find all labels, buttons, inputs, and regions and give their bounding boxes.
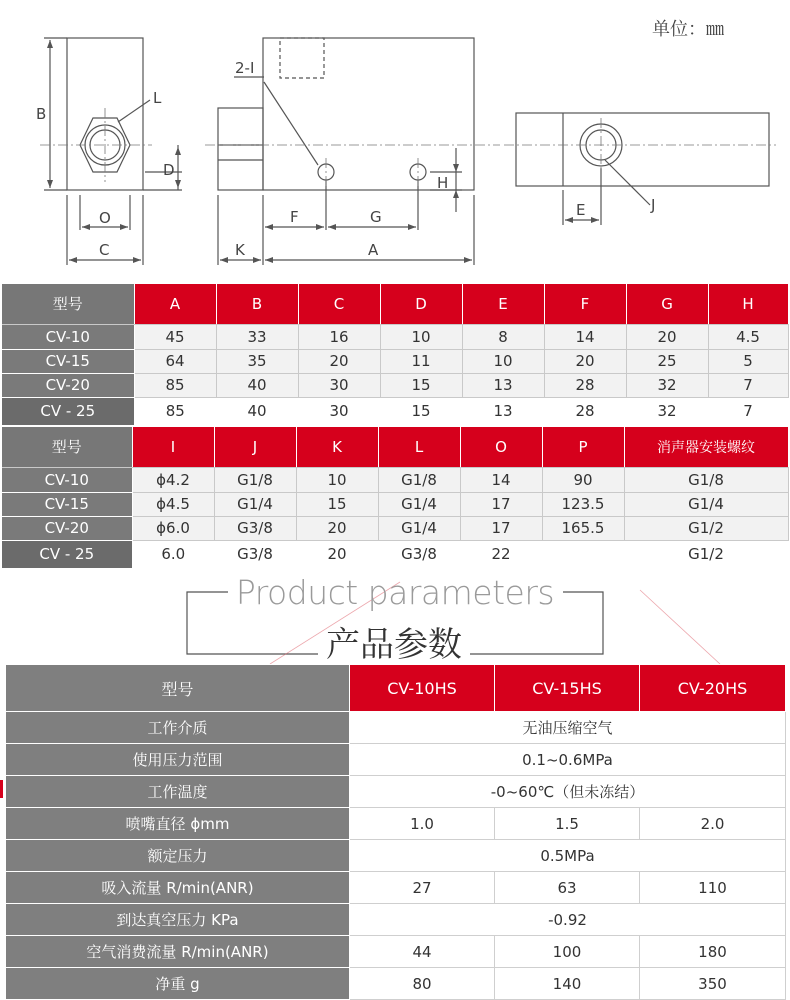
table-cell: 4.5 [708, 324, 788, 349]
table-row [6, 712, 786, 744]
param-value: 63 [495, 872, 640, 904]
table1-header-g: G [626, 284, 708, 324]
table-cell: 6.0 [132, 540, 214, 568]
param-value: 180 [640, 936, 786, 968]
table-cell: 11 [380, 349, 462, 373]
table-cell: 20 [296, 540, 378, 568]
table-cell: 123.5 [542, 492, 624, 516]
label-f: F [290, 208, 299, 226]
param-header-cv20hs: CV-20HS [640, 665, 786, 712]
table2-header-k: K [296, 427, 378, 467]
table1-header-f: F [544, 284, 626, 324]
table-cell: 85 [134, 397, 216, 425]
param-value: 1.0 [350, 808, 495, 840]
table-cell: G1/8 [378, 467, 460, 492]
table-cell: G1/2 [624, 540, 788, 568]
table-row [2, 373, 788, 397]
table-cell: 45 [134, 324, 216, 349]
table1-header-h: H [708, 284, 788, 324]
table-cell: 14 [460, 467, 542, 492]
label-j: J [651, 196, 656, 214]
table-cell: 32 [626, 397, 708, 425]
table-cell: 22 [460, 540, 542, 568]
model-cell: CV-20 [2, 516, 132, 540]
table-cell: 10 [296, 467, 378, 492]
model-cell: CV - 25 [2, 540, 132, 568]
param-value: -0.92 [350, 904, 786, 936]
table-row [6, 840, 786, 872]
param-header-cv15hs: CV-15HS [495, 665, 640, 712]
param-header-model: 型号 [6, 665, 350, 712]
param-label: 工作温度 [6, 776, 350, 808]
label-l: L [153, 89, 162, 107]
section-title-en: Product parameters [235, 573, 555, 612]
param-value: 110 [640, 872, 786, 904]
table-cell: G3/8 [214, 516, 296, 540]
table-cell: 30 [298, 373, 380, 397]
table-cell: 7 [708, 373, 788, 397]
table-cell: G1/8 [214, 467, 296, 492]
table-cell: 14 [544, 324, 626, 349]
table2-header-model: 型号 [2, 427, 132, 467]
param-label: 喷嘴直径 ϕmm [6, 808, 350, 840]
table-cell: 32 [626, 373, 708, 397]
table-cell: 30 [298, 397, 380, 425]
label-2i: 2-I [235, 59, 255, 77]
unit-label: 单位：㎜ [652, 19, 724, 40]
model-cell: CV-20 [2, 373, 134, 397]
table-row [6, 744, 786, 776]
param-value: 80 [350, 968, 495, 1000]
table2-header-j: J [214, 427, 296, 467]
table-row [6, 936, 786, 968]
dimension-drawing [0, 0, 790, 272]
table-cell: G1/4 [378, 516, 460, 540]
section-title-zh: 产品参数 [326, 625, 462, 665]
table-cell: 33 [216, 324, 298, 349]
label-o: O [99, 209, 111, 227]
param-value: 100 [495, 936, 640, 968]
param-value: 0.1~0.6MPa [350, 744, 786, 776]
param-value: 44 [350, 936, 495, 968]
table-row [2, 467, 788, 492]
table1-header-a: A [134, 284, 216, 324]
param-value: 350 [640, 968, 786, 1000]
table-cell: 40 [216, 397, 298, 425]
dimension-table-2 [2, 427, 789, 569]
table-cell: 28 [544, 373, 626, 397]
table-cell: 17 [460, 492, 542, 516]
table-cell: 7 [708, 397, 788, 425]
table-cell: G1/8 [624, 467, 788, 492]
param-value: 140 [495, 968, 640, 1000]
table-row [2, 397, 788, 425]
table-cell: 85 [134, 373, 216, 397]
center-view-body [263, 38, 474, 190]
table-cell: 165.5 [542, 516, 624, 540]
table-cell: 64 [134, 349, 216, 373]
table-row [6, 808, 786, 840]
table1-header-d: D [380, 284, 462, 324]
table-row [2, 349, 788, 373]
table-cell: G3/8 [378, 540, 460, 568]
table-cell: 10 [462, 349, 544, 373]
label-d: D [163, 161, 175, 179]
model-cell: CV-15 [2, 349, 134, 373]
table-cell: 20 [544, 349, 626, 373]
label-a: A [368, 241, 379, 259]
label-k: K [235, 241, 245, 259]
table-cell: ϕ6.0 [132, 516, 214, 540]
table2-header-p: P [542, 427, 624, 467]
table-cell: G3/8 [214, 540, 296, 568]
param-label: 使用压力范围 [6, 744, 350, 776]
table1-header-model: 型号 [2, 284, 134, 324]
table1-header-b: B [216, 284, 298, 324]
table-cell: 20 [626, 324, 708, 349]
param-value: 1.5 [495, 808, 640, 840]
table-row [2, 516, 788, 540]
dimension-table-1 [2, 284, 789, 426]
table-cell: G1/4 [214, 492, 296, 516]
edge-marker [0, 780, 3, 798]
table-cell: 20 [298, 349, 380, 373]
table-cell: 35 [216, 349, 298, 373]
label-h: H [437, 174, 449, 192]
label-g: G [370, 208, 382, 226]
label-c: C [99, 241, 110, 259]
table-cell: 28 [544, 397, 626, 425]
table-cell: 8 [462, 324, 544, 349]
table-cell: G1/4 [624, 492, 788, 516]
param-label: 工作介质 [6, 712, 350, 744]
table2-header-i: I [132, 427, 214, 467]
table-row [6, 968, 786, 1000]
model-cell: CV-10 [2, 467, 132, 492]
param-label: 到达真空压力 KPa [6, 904, 350, 936]
table-cell: 15 [296, 492, 378, 516]
table-cell: 40 [216, 373, 298, 397]
table-row [6, 872, 786, 904]
table-cell: 90 [542, 467, 624, 492]
model-cell: CV-15 [2, 492, 132, 516]
table-row [6, 904, 786, 936]
right-view-body [516, 113, 769, 186]
table1-header-e: E [462, 284, 544, 324]
model-cell: CV-10 [2, 324, 134, 349]
table1-header-c: C [298, 284, 380, 324]
param-header-cv10hs: CV-10HS [350, 665, 495, 712]
table-cell: 20 [296, 516, 378, 540]
table-row [2, 324, 788, 349]
table-cell: ϕ4.5 [132, 492, 214, 516]
table-cell: 16 [298, 324, 380, 349]
table2-header-l: L [378, 427, 460, 467]
param-value: 2.0 [640, 808, 786, 840]
table-cell: 25 [626, 349, 708, 373]
table-cell: 13 [462, 373, 544, 397]
table-cell: G1/4 [378, 492, 460, 516]
table-cell: 13 [462, 397, 544, 425]
param-label: 吸入流量 R/min(ANR) [6, 872, 350, 904]
table2-header-muffler-thread: 消声器安装螺纹 [624, 427, 788, 467]
table-row [6, 776, 786, 808]
table2-header-o: O [460, 427, 542, 467]
table-cell: G1/2 [624, 516, 788, 540]
param-value: 0.5MPa [350, 840, 786, 872]
param-label: 净重 g [6, 968, 350, 1000]
table-cell: 5 [708, 349, 788, 373]
table-row [2, 492, 788, 516]
parameter-table [5, 664, 786, 1000]
table-cell: 10 [380, 324, 462, 349]
param-value: 无油压缩空气 [350, 712, 786, 744]
table-cell: 15 [380, 397, 462, 425]
param-label: 额定压力 [6, 840, 350, 872]
param-value: -0~60℃（但未冻结） [350, 776, 786, 808]
model-cell: CV - 25 [2, 397, 134, 425]
label-b: B [36, 105, 47, 123]
param-label: 空气消费流量 R/min(ANR) [6, 936, 350, 968]
param-value: 27 [350, 872, 495, 904]
table-cell: 17 [460, 516, 542, 540]
label-e: E [576, 201, 586, 219]
table-cell: ϕ4.2 [132, 467, 214, 492]
table-cell: 15 [380, 373, 462, 397]
